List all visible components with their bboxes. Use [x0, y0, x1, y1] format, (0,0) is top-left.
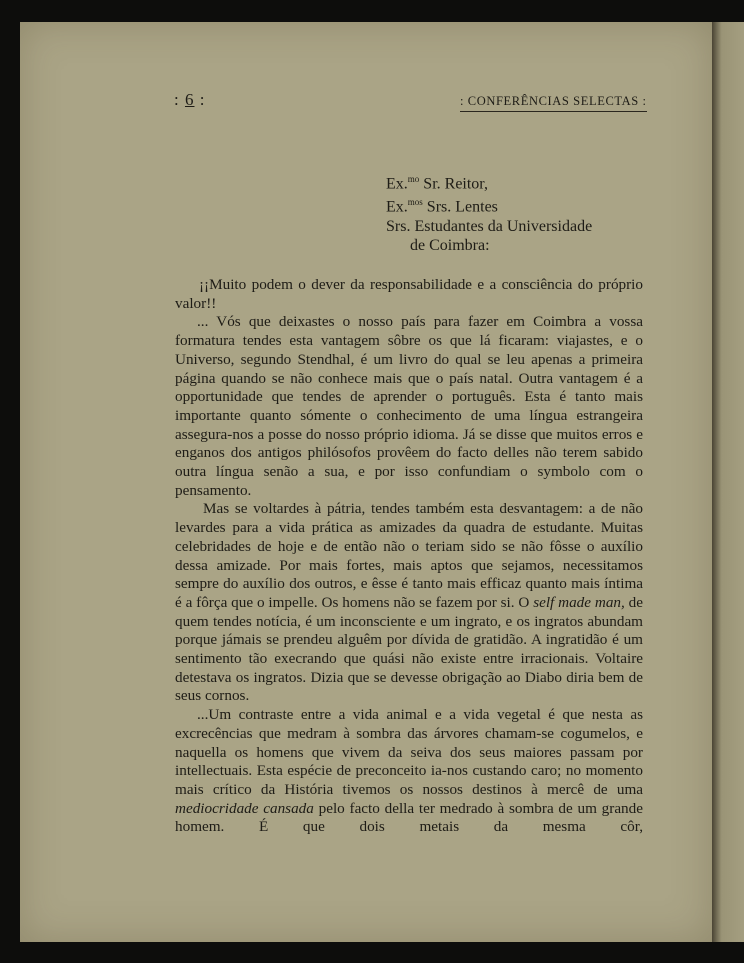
paragraph-4-text-cont: pelo facto della ter medrado à sombra de um grande homem. É que dois metais da mesma côr, [175, 799, 643, 836]
salutation-sup: mo [407, 174, 420, 184]
page-number-value: 6 [184, 90, 195, 109]
salutation-sup: mos [407, 197, 423, 208]
paragraph-4-italic: mediocridade cansada [175, 799, 314, 817]
salutation-line-lentes [386, 193, 592, 216]
running-title: : CONFERÊNCIAS SELECTAS : [460, 94, 647, 112]
page-number: : 6 : [174, 90, 206, 109]
paragraph-4 [175, 706, 643, 837]
salutation-block [386, 170, 592, 255]
salutation-line-estudantes: Srs. Estudantes da Universidade [386, 217, 593, 235]
salutation-line-coimbra: de Coimbra: [410, 236, 490, 254]
paragraph-3 [175, 500, 643, 706]
salutation-text: Srs. Lentes [422, 198, 498, 216]
paragraph-2: ... Vós que deixastes o nosso país para fazer em Coimbra a vossa formatura tendes esta vantagem sôbre os que lá ficaram: viajastes, e o Universo, segundo Stendhal, é um livro do qual se leu apenas a primeira página quando se não conhece mais que o país natal. Outra vantagem é a opportunidade que tendes de aprender o português. Esta é tanto mais importante quanto sómente o conhecimento de uma língua estrangeira assegura-nos a posse do nosso próprio idioma. Já se disse que muitos erros e enganos dos antigos philósofos provêem do facto delles não terem sabido outra língua senão a sua, e por isso confundiam o symbolo com o pensamento. [175, 313, 643, 499]
paragraph-3-text-cont: de quem tendes notícia, é um inconsciente e um ingrato, e os ingratos abundam porque jámais se prendeu alguêm por dívida de gratidão. A ingratidão é um sentimento tão execrando que quási não existe entre irracionais. Voltaire detestava os ingratos. Dizia que se devesse obrigação ao Diabo diria bem de seus cornos. [175, 593, 643, 705]
salutation-line-reitor [386, 170, 592, 193]
page-edge-shadow [712, 22, 744, 942]
body-text [175, 276, 643, 837]
salutation-abbr: Ex. [386, 175, 408, 193]
paragraph-4-text: ...Um contraste entre a vida animal e a vida vegetal é que nesta as excrecências que medram à sombra das árvores chamam-se cogumelos, e naquella os homens que vivem da seiva dos seus maiores passam por intellectuais. Esta espécie de preconceito ia-nos custando caro; no momento mais crítico da História tivemos os nossos destinos à mercê de uma [175, 706, 643, 798]
paragraph-3-italic: self made man, [533, 593, 625, 611]
paragraph-3-text: Mas se voltardes à pátria, tendes também esta desvantagem: a de não levardes para a vida prática as amizades da quadra de estudante. Muitas celebridades de hoje e de então não o teriam sido se não fôsse o auxílio dessa amizade. Por mais fortes, mais aptos que sejamos, necessitamos sempre do auxílio dos outros, e êsse é tanto mais efficaz quanto mais íntima é a fôrça que o impelle. Os homens não se fazem por si. O [175, 500, 643, 611]
salutation-abbr: Ex. [386, 198, 408, 216]
paragraph-1: ¡¡Muito podem o dever da responsabilidade e a consciência do próprio valor!! [175, 276, 643, 312]
salutation-text: Sr. Reitor, [419, 175, 488, 193]
